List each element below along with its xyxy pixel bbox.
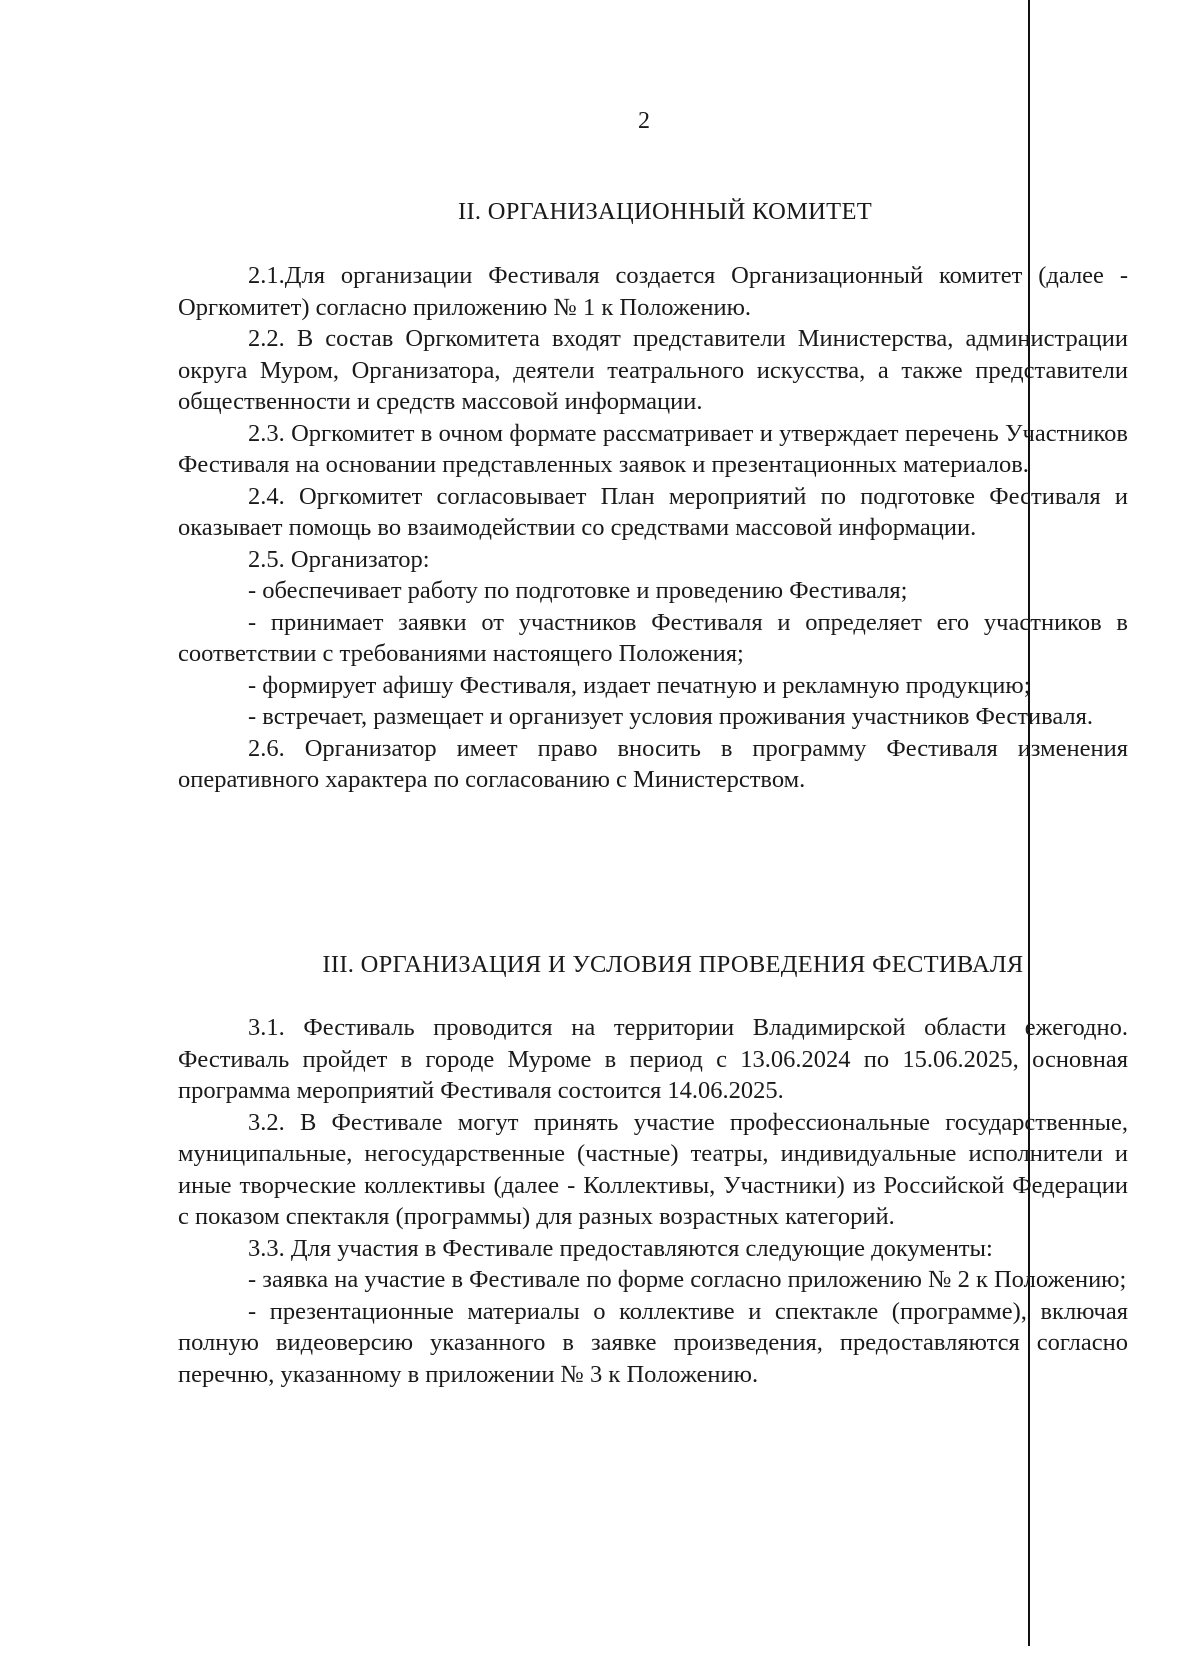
- paragraph-3-3: 3.3. Для участия в Фестивале предоставляются следующие документы:: [248, 1234, 993, 1262]
- page-number: 2: [638, 108, 650, 134]
- section-3-heading: III. ОРГАНИЗАЦИЯ И УСЛОВИЯ ПРОВЕДЕНИЯ ФЕСТИВАЛЯ: [322, 951, 1024, 978]
- paragraph-2-3: 2.3. Оргкомитет в очном формате рассматривает и утверждает перечень Участников Фестиваля на основании представленных заявок и презентационных материалов.: [178, 419, 1128, 478]
- section-3-body: [178, 1012, 1128, 1390]
- list-item-organizer-2: - принимает заявки от участников Фестиваля и определяет его участников в соответствии с требованиями настоящего Положения;: [178, 608, 1128, 667]
- paragraph-2-1: 2.1.Для организации Фестиваля создается Организационный комитет (далее - Оргкомитет) согласно приложению № 1 к Положению.: [178, 262, 1128, 321]
- paragraph-2-5: 2.5. Организатор:: [248, 545, 430, 573]
- list-item-organizer-1: - обеспечивает работу по подготовке и проведению Фестиваля;: [248, 577, 908, 604]
- list-item-organizer-3: - формирует афишу Фестиваля, издает печатную и рекламную продукцию;: [248, 671, 1031, 699]
- paragraph-2-6: 2.6. Организатор имеет право вносить в программу Фестиваля изменения оперативного характера по согласованию с Министерством.: [178, 734, 1128, 793]
- section-2-heading: II. ОРГАНИЗАЦИОННЫЙ КОМИТЕТ: [458, 198, 872, 225]
- paragraph-3-1: 3.1. Фестиваль проводится на территории Владимирской области ежегодно. Фестиваль пройдет в городе Муроме в период с 13.06.2024 по 15.06.2025, основная программа мероприятий Фестиваля состоится 14.06.2025.: [178, 1014, 1128, 1104]
- list-item-documents-1: - заявка на участие в Фестивале по форме согласно приложению № 2 к Положению;: [248, 1266, 1127, 1293]
- scan-artifact-line: [1028, 0, 1030, 1646]
- paragraph-3-2: 3.2. В Фестивале могут принять участие профессиональные государственные, муниципальные, негосударственные (частные) театры, индивидуальные исполнители и иные творческие коллективы (далее - Коллективы, Участники) из Российской Федерации с показом спектакля (программы) для разных возрастных категорий.: [178, 1108, 1128, 1230]
- list-item-organizer-4: - встречает, размещает и организует условия проживания участников Фестиваля.: [248, 703, 1094, 730]
- paragraph-2-2: 2.2. В состав Оргкомитета входят представители Министерства, администрации округа Муром, Организатора, деятели театрального искусства, а также представители общественности и средств массовой информации.: [178, 325, 1128, 415]
- list-item-documents-2: - презентационные материалы о коллективе и спектакле (программе), включая полную видеоверсию указанного в заявке произведения, предоставляются согласно перечню, указанному в приложении № 3 к Положению.: [178, 1297, 1128, 1388]
- section-2-body: [178, 260, 1128, 796]
- paragraph-2-4: 2.4. Оргкомитет согласовывает План мероприятий по подготовке Фестиваля и оказывает помощь во взаимодействии со средствами массовой информации.: [178, 482, 1128, 541]
